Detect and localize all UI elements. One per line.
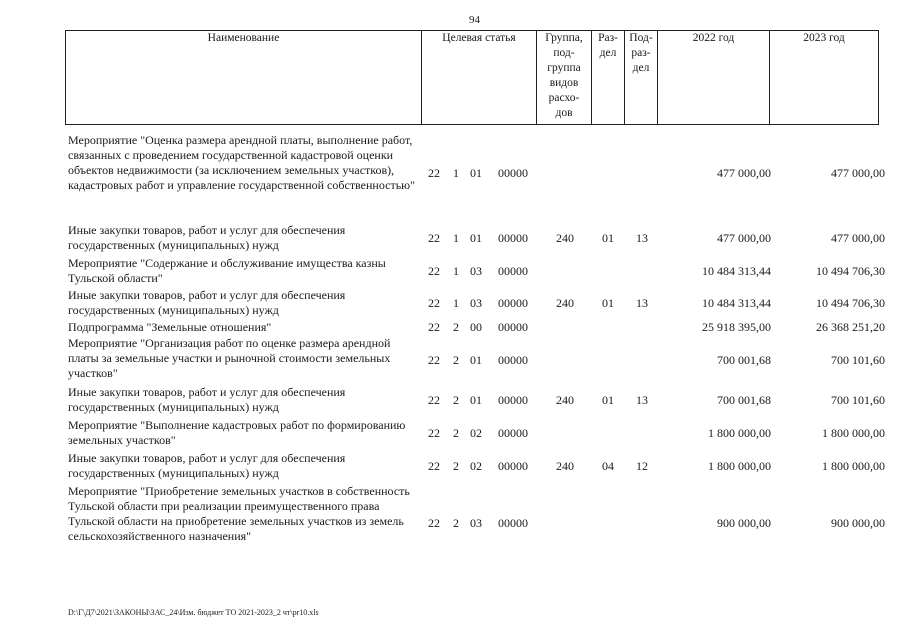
code-4: 00000	[498, 426, 528, 440]
table-row	[0, 133, 905, 213]
code-1: 22	[428, 320, 440, 334]
code-3: 02	[470, 426, 482, 440]
table-row	[0, 451, 905, 483]
section-code: 01	[602, 231, 614, 245]
code-3: 03	[470, 516, 482, 530]
code-3: 01	[470, 231, 482, 245]
header-section: Раз- дел	[592, 31, 625, 124]
table-row	[0, 418, 905, 450]
code-3: 01	[470, 166, 482, 180]
group-code: 240	[556, 459, 574, 473]
code-2: 1	[453, 166, 459, 180]
file-path-footer: D:\Г\Д7\2021\ЗАКОНЫ\ЗАС_24\Изм. бюджет ТО 2021-2023_2 чт\pr10.xls	[68, 608, 319, 617]
header-name: Наименование	[66, 31, 422, 124]
value-2023: 477 000,00	[831, 166, 885, 180]
row-name: Мероприятие "Содержание и обслуживание имущества казны Тульской области"	[68, 256, 386, 285]
code-1: 22	[428, 393, 440, 407]
code-4: 00000	[498, 296, 528, 310]
row-name: Иные закупки товаров, работ и услуг для обеспечения государственных (муниципальных) нужд	[68, 451, 346, 480]
code-2: 1	[453, 231, 459, 245]
value-2023: 26 368 251,20	[816, 320, 885, 334]
row-name: Иные закупки товаров, работ и услуг для обеспечения государственных (муниципальных) нужд	[68, 385, 346, 414]
code-1: 22	[428, 459, 440, 473]
table-row	[0, 320, 905, 336]
header-2022: 2022 год	[658, 31, 770, 124]
value-2023: 1 800 000,00	[822, 459, 885, 473]
code-2: 2	[453, 320, 459, 334]
section-code: 04	[602, 459, 614, 473]
code-2: 2	[453, 516, 459, 530]
value-2022: 477 000,00	[717, 231, 771, 245]
value-2023: 10 494 706,30	[816, 264, 885, 278]
code-3: 01	[470, 353, 482, 367]
row-name: Мероприятие "Организация работ по оценке размера арендной платы за земельные участки и рыночной стоимости земельных участков"	[68, 336, 391, 380]
code-1: 22	[428, 353, 440, 367]
row-name: Мероприятие "Выполнение кадастровых работ по формированию земельных участков"	[68, 418, 406, 447]
value-2022: 10 484 313,44	[702, 264, 771, 278]
value-2022: 1 800 000,00	[708, 459, 771, 473]
code-3: 03	[470, 296, 482, 310]
code-1: 22	[428, 231, 440, 245]
table-row	[0, 484, 905, 564]
code-1: 22	[428, 426, 440, 440]
table-row	[0, 223, 905, 255]
subsection-code: 13	[636, 231, 648, 245]
row-name: Мероприятие "Оценка размера арендной платы, выполнение работ, связанных с проведением государственной кадастровой оценки объектов недвижимости (за исключением земельных участков), кадастровых работ и управление государственной собственностью"	[68, 133, 416, 192]
section-code: 01	[602, 393, 614, 407]
code-1: 22	[428, 264, 440, 278]
code-2: 2	[453, 353, 459, 367]
table-row	[0, 288, 905, 320]
table-row	[0, 336, 905, 384]
value-2022: 25 918 395,00	[702, 320, 771, 334]
code-4: 00000	[498, 393, 528, 407]
table-row	[0, 385, 905, 417]
value-2023: 1 800 000,00	[822, 426, 885, 440]
header-subsection: Под- раз- дел	[625, 31, 658, 124]
section-code: 01	[602, 296, 614, 310]
row-name: Иные закупки товаров, работ и услуг для обеспечения государственных (муниципальных) нужд	[68, 223, 346, 252]
group-code: 240	[556, 296, 574, 310]
value-2023: 700 101,60	[831, 353, 885, 367]
subsection-code: 12	[636, 459, 648, 473]
code-3: 01	[470, 393, 482, 407]
value-2022: 477 000,00	[717, 166, 771, 180]
value-2023: 10 494 706,30	[816, 296, 885, 310]
header-target: Целевая статья	[422, 31, 537, 124]
table-row	[0, 256, 905, 288]
code-4: 00000	[498, 231, 528, 245]
header-group: Группа, под- группа видов расхо- дов	[537, 31, 592, 124]
code-2: 2	[453, 459, 459, 473]
value-2022: 1 800 000,00	[708, 426, 771, 440]
page-number: 94	[469, 14, 480, 26]
code-4: 00000	[498, 320, 528, 334]
code-4: 00000	[498, 516, 528, 530]
table-header	[65, 30, 879, 125]
code-1: 22	[428, 516, 440, 530]
row-name: Иные закупки товаров, работ и услуг для обеспечения государственных (муниципальных) нужд	[68, 288, 346, 317]
subsection-code: 13	[636, 296, 648, 310]
code-2: 1	[453, 264, 459, 278]
row-name: Подпрограмма "Земельные отношения"	[68, 320, 272, 334]
row-name: Мероприятие "Приобретение земельных участков в собственность Тульской области при реализации преимущественного права Тульской области на приобретение земельных участков из земель сельскохозяйственного назначения"	[68, 484, 410, 543]
code-2: 2	[453, 393, 459, 407]
value-2023: 477 000,00	[831, 231, 885, 245]
value-2023: 900 000,00	[831, 516, 885, 530]
code-3: 02	[470, 459, 482, 473]
code-2: 1	[453, 296, 459, 310]
header-2023: 2023 год	[803, 32, 845, 44]
value-2022: 700 001,68	[717, 393, 771, 407]
value-2022: 10 484 313,44	[702, 296, 771, 310]
value-2023: 700 101,60	[831, 393, 885, 407]
code-4: 00000	[498, 459, 528, 473]
code-4: 00000	[498, 353, 528, 367]
code-3: 03	[470, 264, 482, 278]
code-1: 22	[428, 166, 440, 180]
group-code: 240	[556, 231, 574, 245]
value-2022: 700 001,68	[717, 353, 771, 367]
subsection-code: 13	[636, 393, 648, 407]
code-1: 22	[428, 296, 440, 310]
value-2022: 900 000,00	[717, 516, 771, 530]
group-code: 240	[556, 393, 574, 407]
code-2: 2	[453, 426, 459, 440]
code-4: 00000	[498, 264, 528, 278]
code-3: 00	[470, 320, 482, 334]
code-4: 00000	[498, 166, 528, 180]
